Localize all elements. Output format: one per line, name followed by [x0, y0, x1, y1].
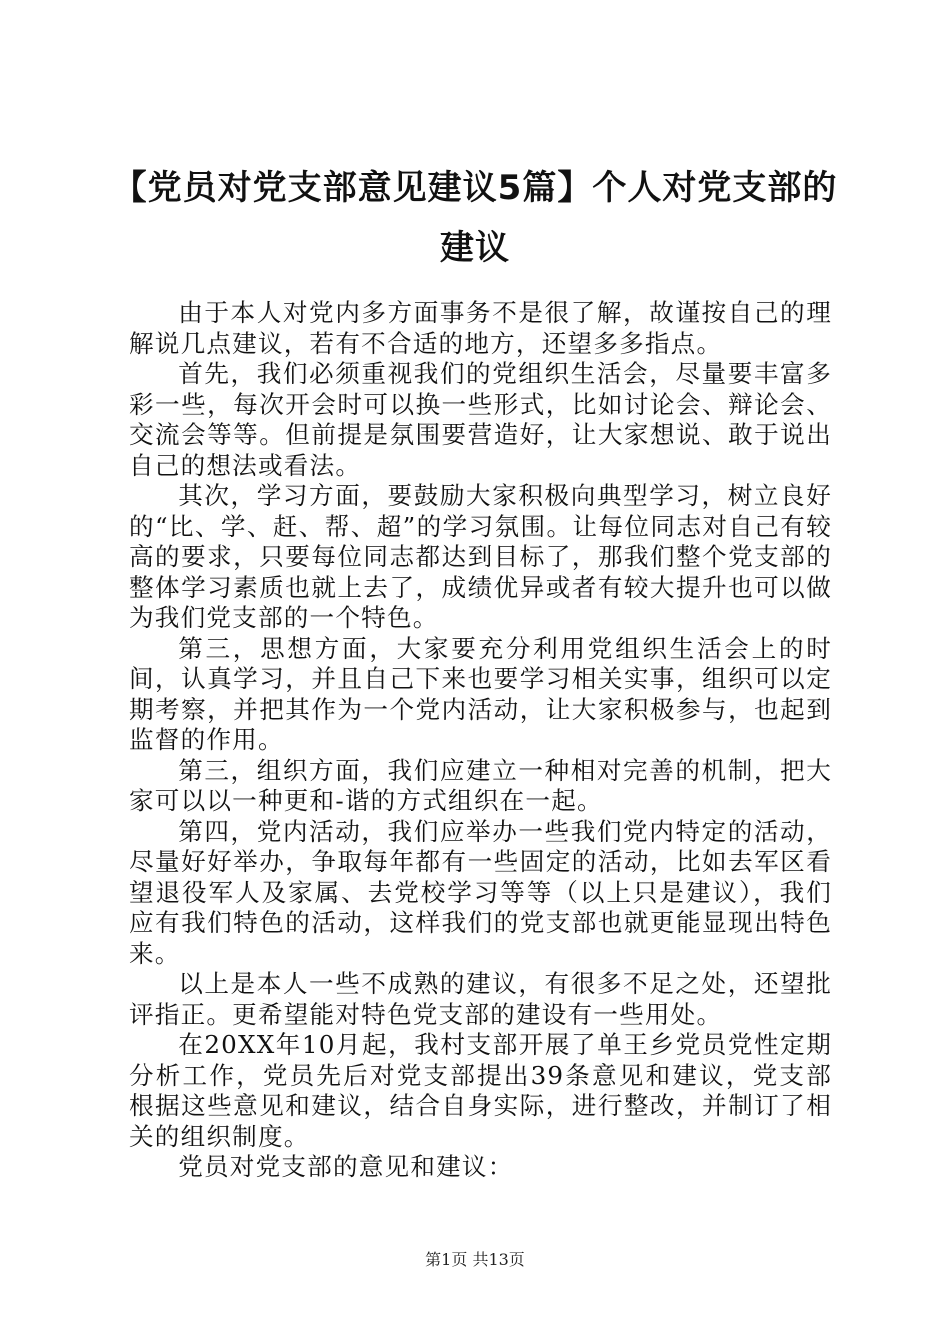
document-body — [129, 298, 832, 1183]
paragraph-fourth-point: 第四，党内活动，我们应举办一些我们党内特定的活动，尽量好好举办，争取每年都有一些固定的活动，比如去军区看望退役军人及家属、去党校学习等等（以上只是建议），我们应有我们特色的活动，这样我们的党支部也就更能显现出特色来。 — [129, 816, 832, 968]
paragraph-second-point: 其次，学习方面，要鼓励大家积极向典型学习，树立良好的“比、学、赶、帮、超”的学习氛围。让每位同志对自己有较高的要求，只要每位同志都达到目标了，那我们整个党支部的整体学习素质也就上去了，成绩优异或者有较大提升也可以做为我们党支部的一个特色。 — [129, 481, 832, 632]
document-title: 【党员对党支部意见建议5篇】个人对党支部的建议 — [112, 168, 838, 268]
paragraph-third-point-organization: 第三，组织方面，我们应建立一种相对完善的机制，把大家可以以一种更和-谐的方式组织在一起。 — [129, 755, 832, 815]
page-footer: 第1页 共13页 — [425, 1250, 525, 1269]
paragraph-third-point-thought: 第三，思想方面，大家要充分利用党组织生活会上的时间，认真学习，并且自己下来也要学习相关实事，组织可以定期考察，并把其作为一个党内活动，让大家积极参与，也起到监督的作用。 — [129, 633, 832, 754]
paragraph-village-branch: 在20XX年10月起，我村支部开展了单王乡党员党性定期分析工作，党员先后对党支部提出39条意见和建议，党支部根据这些意见和建议，结合自身实际，进行整改，并制订了相关的组织制度。 — [129, 1030, 832, 1151]
paragraph-first-point: 首先，我们必须重视我们的党组织生活会，尽量要丰富多彩一些，每次开会时可以换一些形式，比如讨论会、辩论会、交流会等等。但前提是氛围要营造好，让大家想说、敢于说出自己的想法或看法。 — [129, 359, 832, 480]
paragraph-conclusion: 以上是本人一些不成熟的建议，有很多不足之处，还望批评指正。更希望能对特色党支部的建设有一些用处。 — [129, 969, 832, 1029]
paragraph-intro: 由于本人对党内多方面事务不是很了解，故谨按自己的理解说几点建议，若有不合适的地方，还望多多指点。 — [129, 298, 832, 358]
paragraph-section-heading: 党员对党支部的意见和建议： — [178, 1152, 514, 1181]
